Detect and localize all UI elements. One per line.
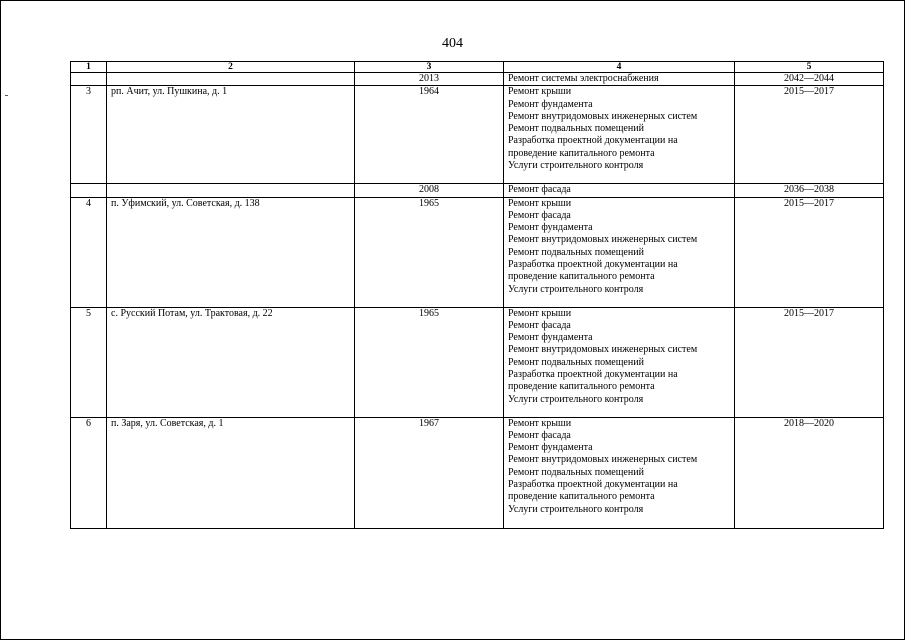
work-item: Ремонт фундамента — [508, 222, 593, 234]
work-item: Ремонт фундамента — [508, 332, 593, 344]
work-item: Ремонт подвальных помещений — [508, 123, 644, 135]
row-year: 1967 — [355, 417, 504, 528]
repair-schedule-table — [70, 61, 884, 529]
table-row — [71, 73, 884, 86]
work-item: Ремонт внутридомовых инженерных систем — [508, 110, 698, 122]
work-item: Разработка проектной документации на — [508, 259, 678, 271]
row-year: 1965 — [355, 197, 504, 307]
row-year: 2008 — [355, 184, 504, 197]
work-item: Ремонт фундамента — [508, 442, 593, 454]
row-period: 2015—2017 — [735, 197, 884, 307]
work-item: Разработка проектной документации на — [508, 135, 678, 147]
column-header-5: 5 — [735, 62, 884, 73]
table-header-row — [71, 62, 884, 73]
work-item: Ремонт фасада — [508, 209, 571, 221]
row-address: п. Заря, ул. Советская, д. 1 — [107, 417, 355, 528]
work-item: Услуги строительного контроля — [508, 503, 644, 515]
work-item: Ремонт крыши — [508, 417, 572, 429]
row-address — [107, 184, 355, 197]
row-year: 1964 — [355, 86, 504, 184]
row-address — [107, 73, 355, 86]
row-works — [504, 307, 735, 417]
work-item: Разработка проектной документации на — [508, 369, 678, 381]
work-item: Ремонт внутридомовых инженерных систем — [508, 234, 698, 246]
row-period: 2015—2017 — [735, 86, 884, 184]
page-number: 404 — [442, 36, 463, 51]
work-item: Ремонт внутридомовых инженерных систем — [508, 454, 698, 466]
work-item: Ремонт фасада — [508, 184, 571, 196]
table-row — [71, 86, 884, 184]
column-header-3: 3 — [355, 62, 504, 73]
work-item: Ремонт крыши — [508, 307, 572, 319]
row-address: п. Уфимский, ул. Советская, д. 138 — [107, 197, 355, 307]
row-works — [504, 73, 735, 86]
row-works — [504, 184, 735, 197]
work-item: Ремонт фасада — [508, 319, 571, 331]
table-row — [71, 417, 884, 528]
work-item: проведение капитального ремонта — [508, 381, 655, 393]
row-works — [504, 417, 735, 528]
row-number: 5 — [71, 307, 107, 417]
column-header-4: 4 — [504, 62, 735, 73]
row-works — [504, 86, 735, 184]
table-row — [71, 197, 884, 307]
row-number: 4 — [71, 197, 107, 307]
row-works — [504, 197, 735, 307]
work-item: Ремонт внутридомовых инженерных систем — [508, 344, 698, 356]
row-address: рп. Ачит, ул. Пушкина, д. 1 — [107, 86, 355, 184]
work-item: Услуги строительного контроля — [508, 160, 644, 172]
row-period: 2015—2017 — [735, 307, 884, 417]
table-row — [71, 184, 884, 197]
row-number: 6 — [71, 417, 107, 528]
work-item: Услуги строительного контроля — [508, 393, 644, 405]
work-item: Ремонт крыши — [508, 197, 572, 209]
work-item: Ремонт фундамента — [508, 98, 593, 110]
row-period: 2036—2038 — [735, 184, 884, 197]
table-row — [71, 307, 884, 417]
work-item: проведение капитального ремонта — [508, 147, 655, 159]
scan-mark — [5, 95, 8, 96]
work-item: Ремонт крыши — [508, 86, 572, 98]
work-item: Ремонт подвальных помещений — [508, 466, 644, 478]
column-header-2: 2 — [107, 62, 355, 73]
work-item: Ремонт системы электроснабжения — [508, 73, 659, 84]
work-item: Разработка проектной документации на — [508, 479, 678, 491]
row-year: 1965 — [355, 307, 504, 417]
row-period: 2042—2044 — [735, 73, 884, 86]
work-item: Ремонт подвальных помещений — [508, 356, 644, 368]
work-item: проведение капитального ремонта — [508, 271, 655, 283]
row-number — [71, 184, 107, 197]
column-header-1: 1 — [71, 62, 107, 73]
row-year: 2013 — [355, 73, 504, 86]
work-item: Услуги строительного контроля — [508, 283, 644, 295]
row-address: с. Русский Потам, ул. Трактовая, д. 22 — [107, 307, 355, 417]
row-period: 2018—2020 — [735, 417, 884, 528]
work-item: проведение капитального ремонта — [508, 491, 655, 503]
work-item: Ремонт фасада — [508, 429, 571, 441]
row-number — [71, 73, 107, 86]
row-number: 3 — [71, 86, 107, 184]
work-item: Ремонт подвальных помещений — [508, 246, 644, 258]
